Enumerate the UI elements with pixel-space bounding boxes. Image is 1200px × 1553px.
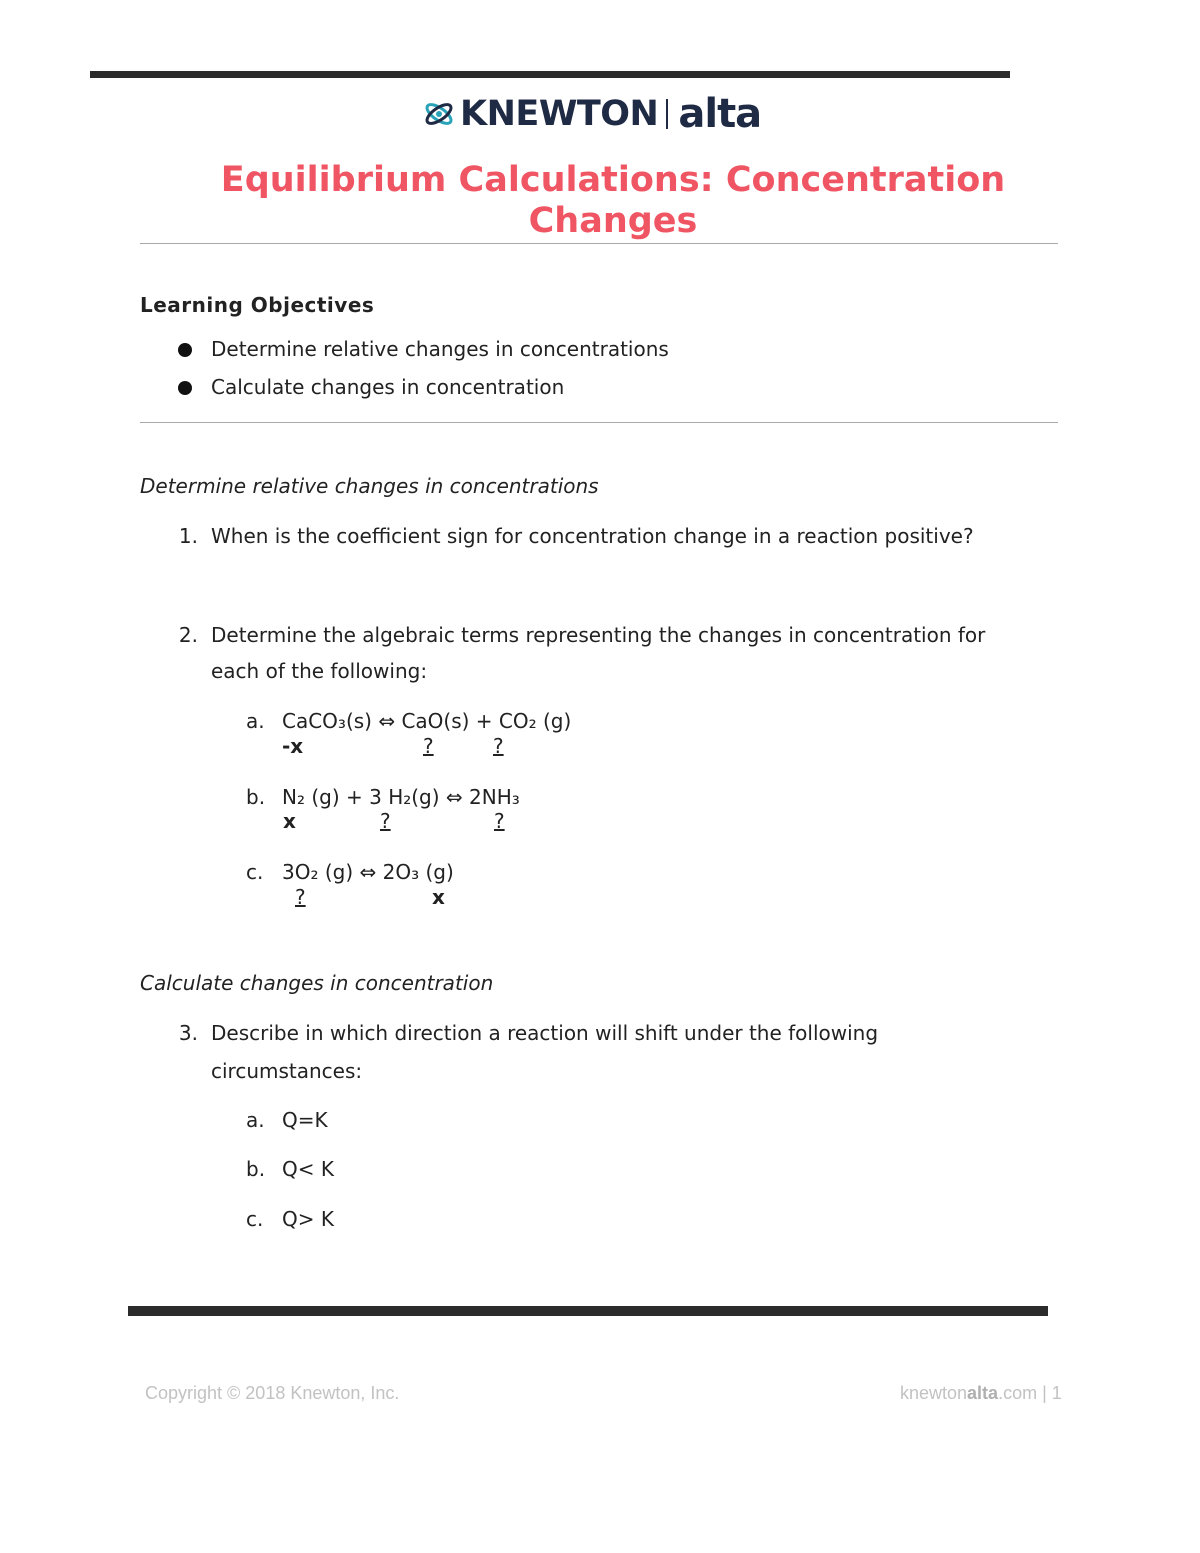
term-2b-reactant-1: x	[283, 809, 296, 833]
question-3-line-2: circumstances:	[211, 1059, 363, 1083]
brand-name: KNEWTON	[460, 94, 659, 134]
question-3-number: 3.	[178, 1021, 198, 1045]
equation-2c: 3O₂ (g) ⇔ 2O₃ (g)	[282, 860, 454, 884]
question-1-number: 1.	[178, 524, 198, 548]
question-2-line-2: each of the following:	[211, 659, 428, 683]
section-2-heading: Calculate changes in concentration	[140, 971, 494, 995]
part-2a-letter: a.	[246, 709, 265, 733]
term-2b-reactant-2: ?	[380, 809, 391, 833]
title-line-1: Equilibrium Calculations: Concentration	[220, 160, 1006, 200]
knewton-alta-logo	[422, 92, 761, 136]
page-title	[140, 160, 1086, 242]
part-3a-text: Q=K	[282, 1108, 328, 1132]
footer-site-bold: alta	[967, 1383, 999, 1403]
part-3b-letter: b.	[246, 1157, 266, 1181]
term-2a-product-1: ?	[423, 734, 434, 758]
term-2c-reactant: ?	[295, 885, 306, 909]
bullet-icon	[178, 381, 192, 395]
question-3-line-1: Describe in which direction a reaction will shift under the following	[211, 1021, 879, 1045]
question-2-number: 2.	[178, 623, 198, 647]
equation-2b: N₂ (g) + 3 H₂(g) ⇔ 2NH₃	[282, 785, 520, 809]
footer-site	[900, 1383, 1062, 1404]
footer-copyright: Copyright © 2018 Knewton, Inc.	[145, 1383, 400, 1403]
part-2c-letter: c.	[246, 860, 264, 884]
term-2b-product: ?	[494, 809, 505, 833]
part-3c-text: Q> K	[282, 1207, 334, 1231]
footer-site-suffix: .com | 1	[998, 1383, 1062, 1403]
brand-product: alta	[678, 91, 762, 137]
objectives-divider	[140, 422, 1058, 423]
title-line-2: Changes	[528, 201, 698, 241]
learning-objectives-heading: Learning Objectives	[140, 293, 375, 317]
part-3c-letter: c.	[246, 1207, 264, 1231]
atom-logo-icon	[422, 97, 456, 131]
equation-2a: CaCO₃(s) ⇔ CaO(s) + CO₂ (g)	[282, 709, 572, 733]
title-divider	[140, 243, 1058, 244]
question-1-text: When is the coefficient sign for concentration change in a reaction positive?	[211, 524, 974, 548]
footer-site-prefix: knewton	[900, 1383, 968, 1403]
top-divider-bar	[90, 71, 1010, 78]
part-2b-letter: b.	[246, 785, 266, 809]
part-3a-letter: a.	[246, 1108, 265, 1132]
term-2a-product-2: ?	[493, 734, 504, 758]
bullet-icon	[178, 343, 192, 357]
part-3b-text: Q< K	[282, 1157, 334, 1181]
objective-item-1: Determine relative changes in concentrations	[211, 337, 669, 361]
objective-item-2: Calculate changes in concentration	[211, 375, 565, 399]
term-2c-product: x	[432, 885, 445, 909]
question-2-line-1: Determine the algebraic terms representing the changes in concentration for	[211, 623, 986, 647]
term-2a-reactant: -x	[282, 734, 304, 758]
bottom-divider-bar	[128, 1306, 1048, 1316]
logo-separator	[666, 99, 668, 129]
section-1-heading: Determine relative changes in concentrations	[140, 474, 599, 498]
